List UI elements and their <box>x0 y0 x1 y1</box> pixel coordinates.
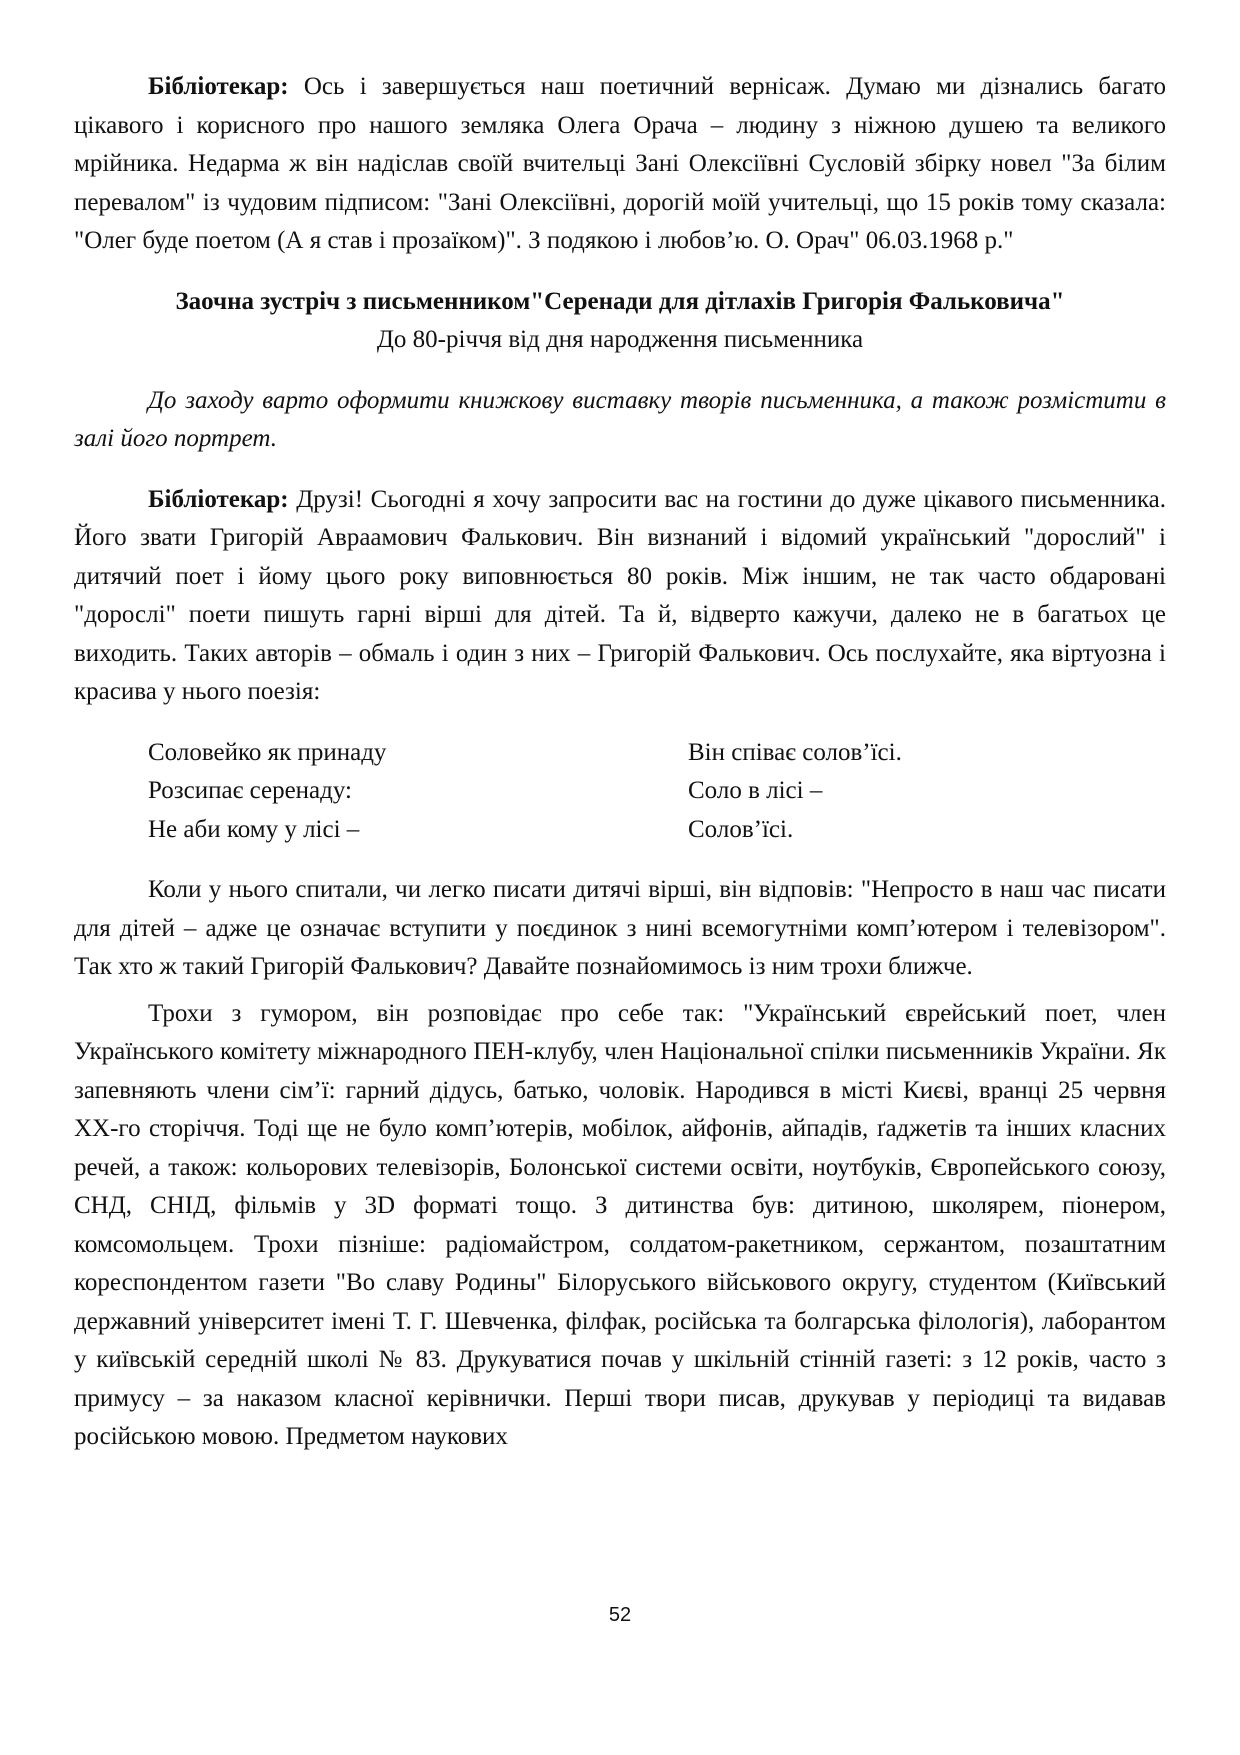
document-page <box>74 68 1166 1457</box>
poem-line: Розсипає серенаду: <box>148 777 352 804</box>
paragraph-librarian-intro <box>74 481 1166 712</box>
poem-left-column <box>148 734 688 850</box>
poem <box>74 734 1166 850</box>
poem-line: Солов’їсі. <box>688 815 794 843</box>
section-subtitle: До 80-річчя від дня народження письменника <box>376 326 864 353</box>
poem-line: Він співає солов’їсі. <box>688 738 902 766</box>
poem-line: Соловейко як принаду <box>148 738 387 766</box>
paragraph-librarian-closing <box>74 68 1166 261</box>
paragraph-interview: Коли у нього спитали, чи легко писати дитячі вірші, він відповів: "Непросто в наш час писати для дітей – адже це означає вступити у поєдинок з нині всемогутніми комп’ютером і телевізором". Так хто ж такий Григорій Фалькович? Давайте познайомимось із ним трохи ближче. <box>74 876 1166 980</box>
section-title: Заочна зустріч з письменником"Серенади для дітлахів Григорія Фальковича" <box>175 287 1065 315</box>
poem-right-column <box>688 734 1188 850</box>
speaker-label: Бібліотекар: <box>148 485 289 513</box>
paragraph-biography: Трохи з гумором, він розповідає про себе так: "Український єврейський поет, член Українського комітету міжнародного ПЕН-клубу, член Національної спілки письменників України. Як запевняють члени сім’ї: гарний дідусь, батько, чоловік. Народився в місті Києві, вранці 25 червня ХХ-го сторіччя. Тоді ще не було комп’ютерів, мобілок, айфонів, айпадів, ґаджетів та інших класних речей, а також: кольорових телевізорів, Болонської системи освіти, ноутбуків, Європейського союзу, СНД, СНІД, фільмів у 3D форматі тощо. З дитинства був: дитиною, школярем, піонером, комсомольцем. Трохи пізніше: радіомайстром, солдатом-ракетником, сержантом, позаштатним кореспондентом газети "Во славу Родины" Білоруського військового округу, студентом (Київський державний університет імені Т. Г. Шевченка, філфак, російська та болгарська філологія), лаборантом у київській середній школі № 83. Друкуватися почав у шкільній стінній газеті: з 12 років, часто з примусу – за наказом класної керівнички. Перші твори писав, друкував у періодиці та видавав російською мовою. Предметом наукових <box>74 999 1166 1450</box>
poem-line: Не аби кому у лісі – <box>148 815 360 843</box>
speaker-label: Бібліотекар: <box>148 73 289 100</box>
paragraph-text: Ось і завершується наш поетичний вернісаж. Думаю ми дізнались багато цікавого і корисного про нашого земляка Олега Орача – людину з ніжною душею та великого мрійника. Недарма ж він надіслав своїй вчительці Зані Олексіївні Сусловій збірку новел "За білим перевалом" із чудовим підписом: "Зані Олексіївні, дорогій моїй учительці, що 15 років тому сказала: "Олег буде поетом (А я став і прозаїком)". З подякою і любов’ю. О. Орач" 06.03.1968 р." <box>74 73 1166 254</box>
preparation-note: До заходу варто оформити книжкову виставку творів письменника, а також розмістити в залі його портрет. <box>74 386 1166 452</box>
paragraph-text: Друзі! Сьогодні я хочу запросити вас на гостини до дуже цікавого письменника. Його звати Григорій Авраамович Фалькович. Він визнаний і відомий український "дорослий" і дитячий поет і йому цього року виповнюється 80 років. Між іншим, не так часто обдаровані "дорослі" поети пишуть гарні вірші для дітей. Та й, відверто кажучи, далеко не в багатьох це виходить. Таких авторів – обмаль і один з них – Григорій Фалькович. Ось послухайте, яка віртуозна і красива у нього поезія: <box>74 485 1166 705</box>
page-number: 52 <box>608 1604 632 1626</box>
poem-line: Соло в лісі – <box>688 777 823 804</box>
